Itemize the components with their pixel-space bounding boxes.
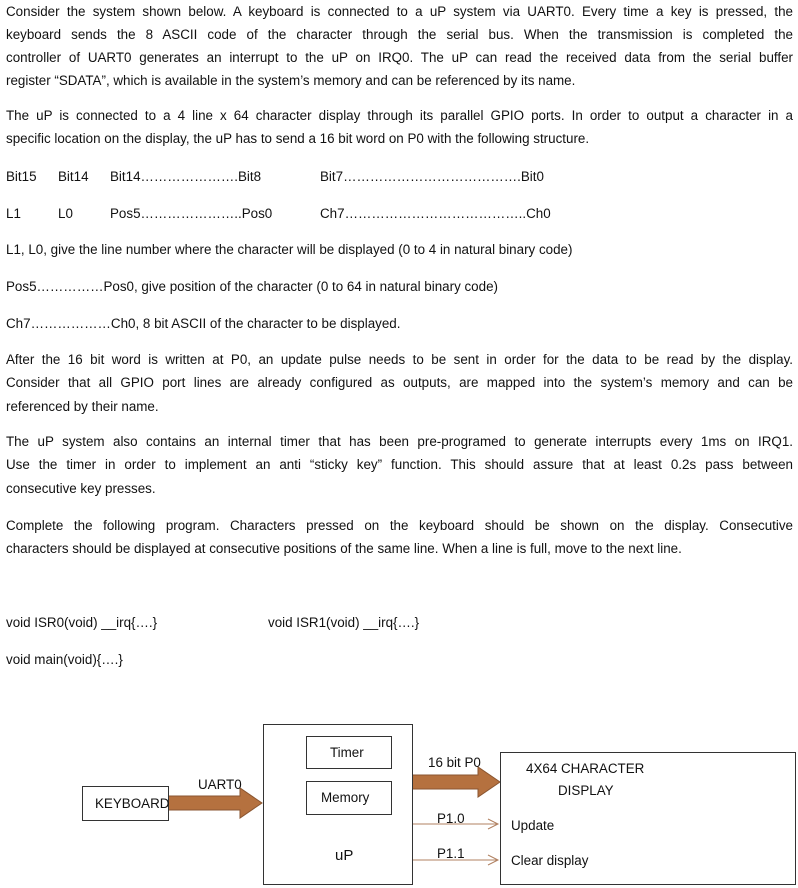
clear-display-label: Clear display	[511, 853, 589, 868]
memory-label: Memory	[321, 790, 370, 805]
display-title: DISPLAY	[558, 783, 614, 798]
text-line: controller of UART0 generates an interrupt to the uP on IRQ0. The uP can read the received data from the serial buffer	[6, 50, 793, 65]
display-title: 4X64 CHARACTER	[526, 761, 645, 776]
uart-label: UART0	[198, 777, 242, 792]
display-box	[500, 752, 796, 885]
bit-label: Bit14	[58, 169, 89, 184]
p0-label: 16 bit P0	[428, 755, 481, 770]
field-label: Ch7…………………………………..Ch0	[320, 206, 551, 221]
text-line: referenced by their name.	[6, 399, 159, 414]
keyboard-box	[82, 786, 169, 821]
bit-label: Bit7………………………………….Bit0	[320, 169, 544, 184]
text-line: Consider that all GPIO port lines are already configured as outputs, are mapped into the system’s memory and can be	[6, 375, 793, 390]
p0-arrow	[412, 767, 500, 797]
text-line: Pos5……………Pos0, give position of the character (0 to 64 in natural binary code)	[6, 279, 498, 294]
text-line: Consider the system shown below. A keyboard is connected to a uP system via UART0. Every time a key is pressed, the	[6, 4, 793, 19]
p10-label: P1.0	[437, 811, 465, 826]
text-line: L1, L0, give the line number where the character will be displayed (0 to 4 in natural binary code)	[6, 242, 573, 257]
text-line: Ch7………………Ch0, 8 bit ASCII of the character to be displayed.	[6, 316, 401, 331]
text-line: Complete the following program. Characters pressed on the keyboard should be shown on the display. Consecutive	[6, 518, 793, 533]
text-line: The uP system also contains an internal timer that has been pre-programed to generate interrupts every 1ms on IRQ1.	[6, 434, 793, 449]
up-label: uP	[335, 847, 354, 864]
bit-label: Bit14………………….Bit8	[110, 169, 262, 184]
code-isr1: void ISR1(void) __irq{….}	[268, 615, 420, 630]
timer-box	[306, 736, 392, 769]
text-line: register “SDATA”, which is available in the system’s memory and can be referenced by its name.	[6, 73, 576, 88]
text-line: After the 16 bit word is written at P0, an update pulse needs to be sent in order for the data to be read by the display.	[6, 352, 793, 367]
bit-label: Bit15	[6, 169, 37, 184]
memory-box	[306, 781, 392, 815]
keyboard-label: KEYBOARD	[95, 796, 170, 811]
text-line: specific location on the display, the uP has to send a 16 bit word on P0 with the following structure.	[6, 131, 590, 146]
text-line: consecutive key presses.	[6, 481, 156, 496]
p11-label: P1.1	[437, 846, 465, 861]
code-isr0: void ISR0(void) __irq{….}	[6, 615, 158, 630]
field-label: Pos5…………………..Pos0	[110, 206, 273, 221]
field-label: L1	[6, 206, 21, 221]
text-line: characters should be displayed at consecutive positions of the same line. When a line is full, move to the next line.	[6, 541, 682, 556]
timer-label: Timer	[330, 745, 364, 760]
text-line: The uP is connected to a 4 line x 64 character display through its parallel GPIO ports. In order to output a character in a	[6, 108, 793, 123]
text-line: keyboard sends the 8 ASCII code of the character through the serial bus. When the transmission is completed the	[6, 27, 793, 42]
update-label: Update	[511, 818, 555, 833]
code-main: void main(void){….}	[6, 652, 123, 667]
field-label: L0	[58, 206, 73, 221]
text-line: Use the timer in order to implement an anti “sticky key” function. This should assure that at least 0.2s pass between	[6, 457, 793, 472]
